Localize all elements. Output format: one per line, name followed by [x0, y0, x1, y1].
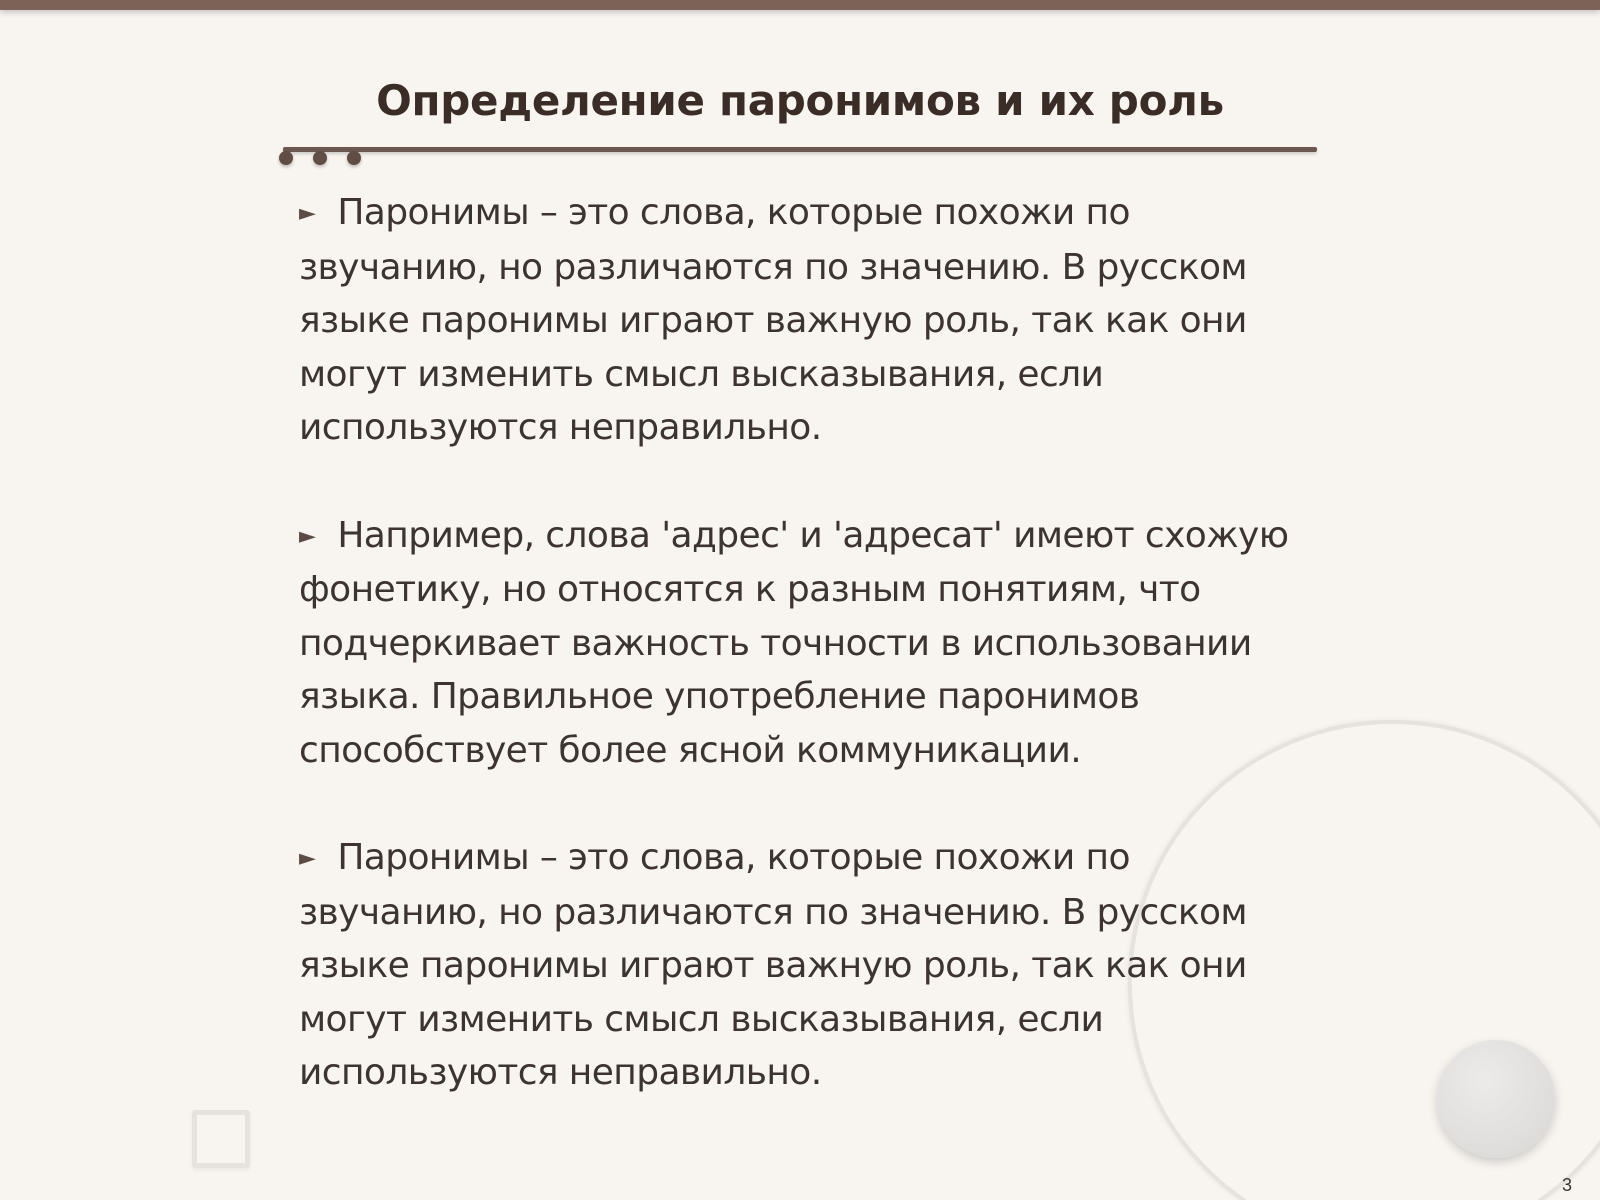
slide-title: Определение паронимов и их роль — [376, 76, 1224, 125]
bullet-paragraph — [299, 509, 1309, 778]
top-accent-bar — [0, 0, 1600, 10]
underline-dot — [347, 151, 361, 165]
bullet-paragraph — [299, 831, 1309, 1100]
bullet-arrow-icon: ► — [299, 846, 316, 871]
paragraph-text: Например, слова 'адрес' и 'адресат' имеют схожую фонетику, но относятся к разным понятиям, что подчеркивает важность точности в использовании языка. Правильное употребление паронимов способствует более ясной коммуникации. — [299, 514, 1289, 771]
paragraph-text: Паронимы – это слова, которые похожи по звучанию, но различаются по значению. В русском языке паронимы играют важную роль, так как они могут изменить смысл высказывания, если используются неправильно. — [299, 192, 1247, 448]
slide-body — [299, 186, 1309, 1100]
bullet-paragraph — [299, 186, 1309, 455]
underline-dot — [313, 151, 327, 165]
underline-dot — [279, 151, 293, 165]
bullet-arrow-icon: ► — [299, 523, 316, 549]
decorative-ball — [1437, 1040, 1555, 1158]
title-underline — [283, 147, 1317, 152]
page-number: 3 — [1561, 1175, 1572, 1195]
paragraph-text: Паронимы – это слова, которые похожи по звучанию, но различаются по значению. В русском языке паронимы играют важную роль, так как они могут изменить смысл высказывания, если используются неправильно. — [299, 837, 1247, 1093]
decorative-square — [192, 1110, 250, 1168]
bullet-arrow-icon: ► — [299, 201, 316, 226]
